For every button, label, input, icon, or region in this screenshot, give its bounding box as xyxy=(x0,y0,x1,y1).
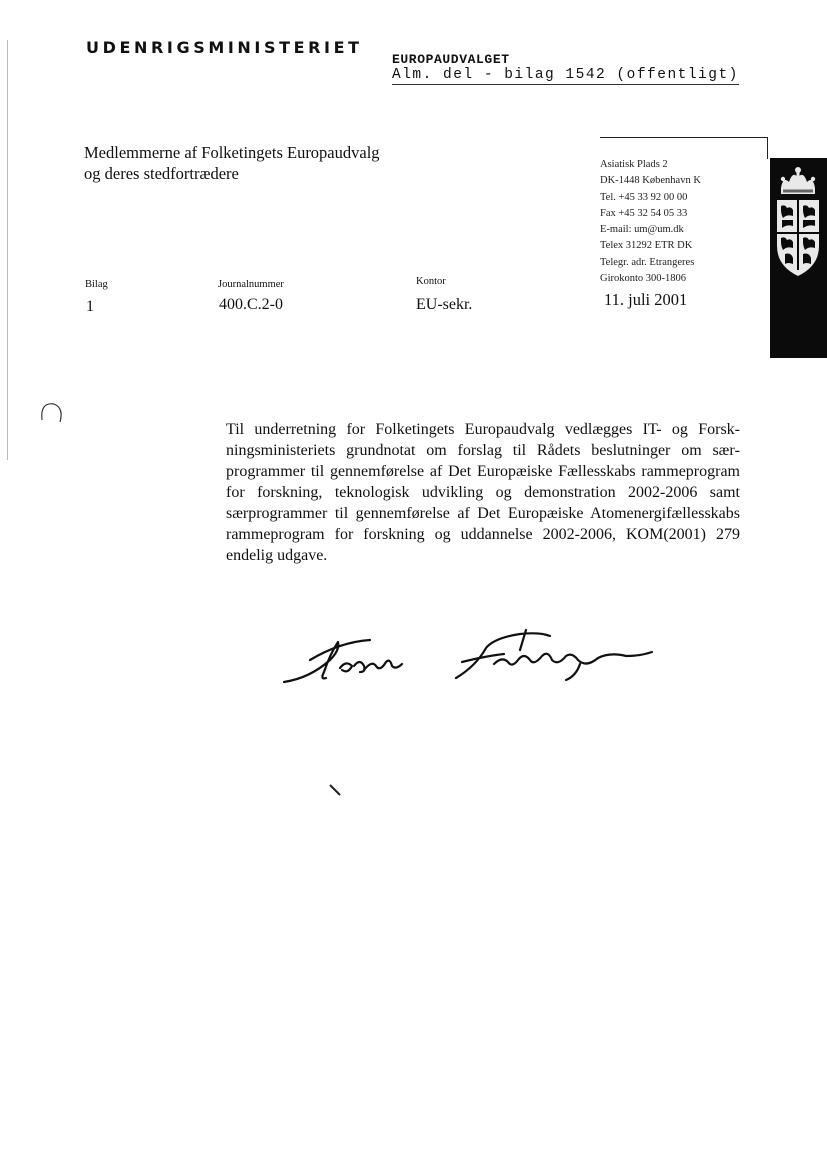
scan-mark-left xyxy=(38,398,68,426)
stamp-subtitle: Alm. del - bilag 1542 (offentligt) xyxy=(392,67,739,83)
recipient-line-2: og deres stedfortrædere xyxy=(84,164,239,183)
royal-crest-icon xyxy=(773,166,823,281)
ministry-name: UDENRIGSMINISTERIET xyxy=(86,38,363,57)
body-paragraph: Til underretning for Folketingets Europaudvalg vedlægges IT- og Forskningsministeriets grundnotat om forslag til Rådets beslutninger om særprogrammer til gennemførelse af Det Europæiske Fællesskabs rammeprogram for forskning, teknologisk udvikling og demonstration 2002-2006 samt særprogrammer til gennemførelse af Det Europæiske Atomenergifællesskabs rammeprogram for forskning og uddannelse 2002-2006, KOM(2001) 279 endelig udgave. xyxy=(226,421,740,564)
address-city: DK-1448 København K xyxy=(600,175,701,187)
sidebar-band xyxy=(770,158,827,358)
address-top-rule xyxy=(600,137,768,138)
recipient-line-1: Medlemmerne af Folketingets Europaudvalg xyxy=(84,143,380,162)
address-side-rule xyxy=(767,137,768,159)
address-email: E-mail: um@um.dk xyxy=(600,224,684,236)
address-block xyxy=(600,157,701,287)
bilag-label: Bilag xyxy=(85,279,108,290)
scan-edge-line xyxy=(7,40,8,460)
address-telegram: Telegr. adr. Etrangeres xyxy=(600,256,695,268)
journal-value: 400.C.2-0 xyxy=(219,296,283,313)
scan-mark-dash xyxy=(328,783,344,799)
bilag-value: 1 xyxy=(86,298,94,315)
handwritten-signature xyxy=(280,620,670,700)
kontor-label: Kontor xyxy=(416,276,446,287)
stamp-title: EUROPAUDVALGET xyxy=(392,52,510,67)
address-telex: Telex 31292 ETR DK xyxy=(600,240,693,252)
journal-label: Journalnummer xyxy=(218,279,284,290)
kontor-value: EU-sekr. xyxy=(416,296,473,313)
letter-date: 11. juli 2001 xyxy=(604,290,688,309)
address-fax: Fax +45 32 54 05 33 xyxy=(600,207,688,219)
address-street: Asiatisk Plads 2 xyxy=(600,159,668,170)
recipient-block xyxy=(84,142,380,184)
address-giro: Girokonto 300-1806 xyxy=(600,273,687,285)
address-phone: Tel. +45 33 92 00 00 xyxy=(600,191,688,203)
